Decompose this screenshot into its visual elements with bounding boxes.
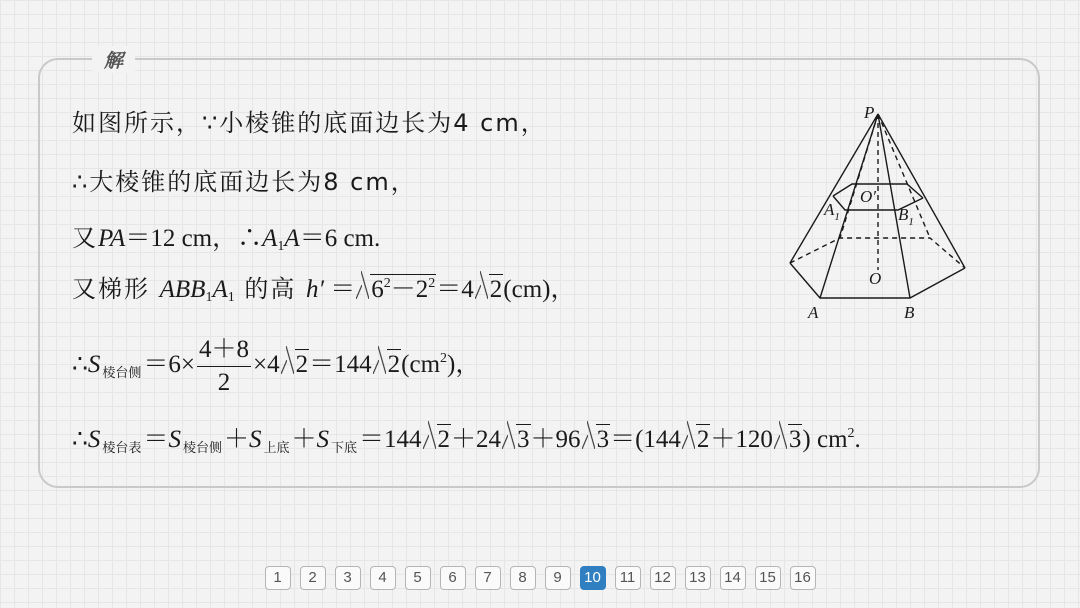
page-button-12[interactable]: 12 [650,566,676,590]
solution-line-6: ∴S $_{棱台表}$＝S $_{棱台侧}$＋S $_{上底}$＋S $_{下底}$＝144 2＋24 3＋96 3＝(144 2＋120 3) $cm^2$. [72,426,861,456]
label-O: O [869,269,882,288]
solution-line-4: 又梯形 $ABB_1A_1$ 的高 $h' = 6^2-2^2=4$ 2(cm)， [72,275,576,305]
label-P: P [864,103,875,122]
pagination [0,566,1080,590]
page-button-6[interactable]: 6 [440,566,466,590]
radical-sign: 3 [501,424,531,452]
radical-sign: 3 [581,424,611,452]
page-button-15[interactable]: 15 [755,566,781,590]
radical-sign: $6^2-2^2$ [355,274,436,302]
solution-line-3: 又PA＝12 cm，$\therefore A_1A=6$ cm. [72,224,381,254]
page-button-13[interactable]: 13 [685,566,711,590]
page-button-11[interactable]: 11 [615,566,641,590]
page-button-3[interactable]: 3 [335,566,361,590]
page-button-1[interactable]: 1 [265,566,291,590]
radical-sign: 2 [372,349,402,377]
page-button-2[interactable]: 2 [300,566,326,590]
fraction: $\frac{4+8}{2}$ [199,336,250,396]
page-button-14[interactable]: 14 [720,566,746,590]
page-button-5[interactable]: 5 [405,566,431,590]
page-button-9[interactable]: 9 [545,566,571,590]
radical-sign: 2 [280,349,310,377]
label-B1: $B_1$ [898,205,914,228]
solution-line-1: 如图所示，∵小棱锥的底面边长为4 cm， [72,109,547,137]
solution-tag: 解 [92,46,135,73]
label-O-prime: O′ [860,187,876,206]
page-button-16[interactable]: 16 [790,566,816,590]
label-B: B [904,303,915,322]
page-button-10[interactable]: 10 [580,566,606,590]
label-A1: $A_1$ [824,200,840,223]
frustum-figure [780,98,980,328]
solution-line-2: ∴大棱锥的底面边长为8 cm， [72,168,417,196]
page-button-7[interactable]: 7 [475,566,501,590]
solution-line-5: ∴S $_{棱台侧}$＝6× $\frac{4+8}{2}$ ×4 2＝144 $2(cm^2)$， [72,334,480,399]
page-button-8[interactable]: 8 [510,566,536,590]
radical-sign: 3 [773,424,803,452]
radical-sign: 2 [681,424,711,452]
radical-sign: 2 [422,424,452,452]
radical-sign: 2 [474,274,504,302]
page-button-4[interactable]: 4 [370,566,396,590]
label-A: A [808,303,819,322]
